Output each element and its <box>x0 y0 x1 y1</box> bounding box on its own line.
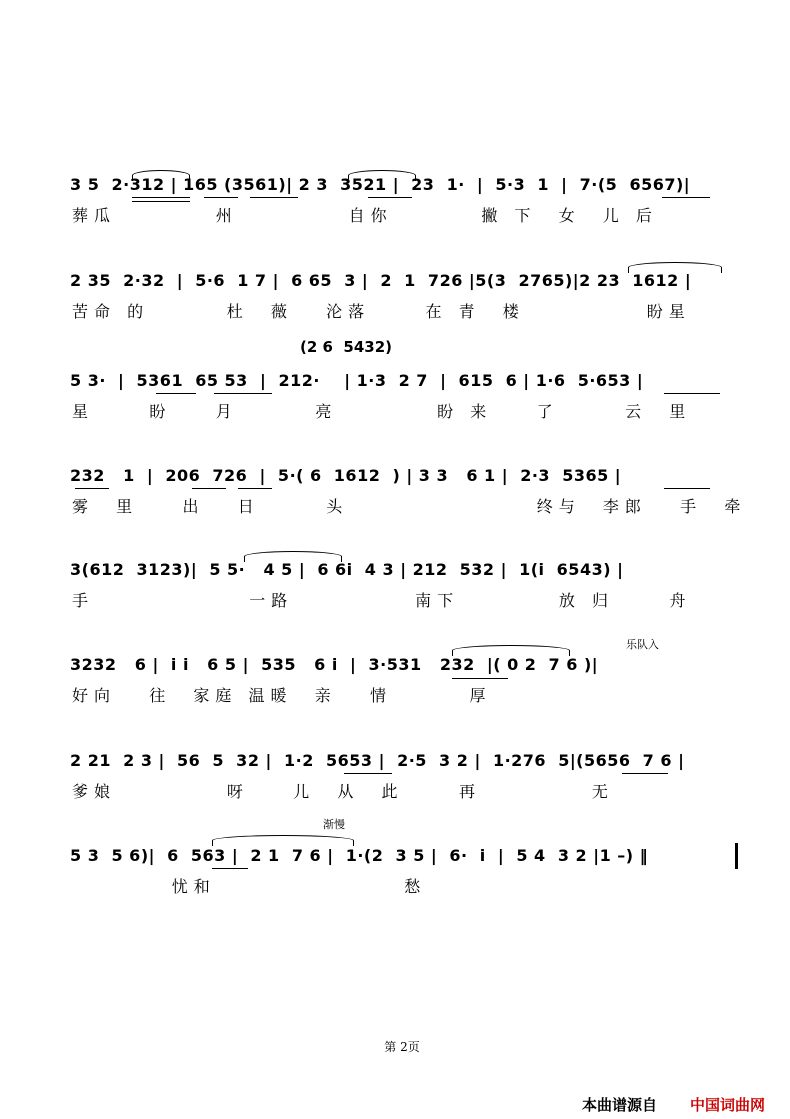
beam-underline <box>250 197 298 198</box>
beam-underline <box>662 197 710 198</box>
slur-arc <box>244 551 342 562</box>
lyric-line: 苦命 的 杜 薇 沦落 在 青 楼 盼星 <box>72 302 691 321</box>
beam-underline <box>192 488 226 489</box>
notation-line: 3(612 3123)| 5 5· 4 5 | 6 6i 4 3 | 212 532 | 1(i 6543) | <box>70 560 624 579</box>
prelude-phrase: (2 6 5432) <box>300 338 392 356</box>
tempo-annotation: 渐慢 <box>323 818 345 831</box>
lyric-line: 忧和 愁 <box>72 877 427 896</box>
footer-site-link[interactable]: 中国词曲网 <box>690 1096 766 1114</box>
notation-line: 5 3· | 5361 65 53 | 212· | 1·3 2 7 | 615 6 | 1·6 5·653 | <box>70 371 644 390</box>
beam-underline <box>622 773 668 774</box>
lyric-line: 葬瓜 州 自你 撇 下 女 儿 后 <box>72 206 658 225</box>
beam-underline <box>214 393 272 394</box>
notation-line: 3 5 2·312 | 165 (3561)| 2 3 3521 | 23 1· | 5·3 1 | 7·(5 6567)| <box>70 175 691 194</box>
slur-arc <box>348 170 416 181</box>
beam-underline <box>204 197 238 198</box>
performance-annotation: 乐队入 <box>626 638 659 651</box>
notation-line: 5 3 5 6)| 6 563 | 2 1 7 6 | 1·(2 3 5 | 6· i | 5 4 3 2 |1 –) ‖ <box>70 846 649 865</box>
score-system-8 <box>70 838 740 933</box>
notation-line: 2 21 2 3 | 56 5 32 | 1·2 5653 | 2·5 3 2 | 1·276 5|(5656 7 6 | <box>70 751 685 770</box>
notation-line: 2 35 2·32 | 5·6 1 7 | 6 65 3 | 2 1 726 |5(3 2765)|2 23 1612 | <box>70 271 692 290</box>
beam-underline <box>344 773 392 774</box>
score-system-2 <box>70 263 740 358</box>
beam-underline <box>132 201 190 202</box>
lyric-line: 星 盼 月 亮 盼 来 了 云 里 <box>72 402 692 421</box>
slur-arc <box>452 645 570 656</box>
lyric-line: 爹娘 呀 儿 从 此 再 无 <box>72 782 614 801</box>
lyric-line: 好向 往 家庭 温暖 亲 情 厚 <box>72 686 492 705</box>
final-barline <box>735 843 738 869</box>
page-number: 第 2页 <box>384 1040 420 1054</box>
beam-underline <box>238 488 272 489</box>
beam-underline <box>664 488 710 489</box>
score-system-1 <box>70 167 740 262</box>
notation-line: 3232 6 | i i 6 5 | 535 6 i | 3·531 232 |( 0 2 7 6 )| <box>70 655 599 674</box>
beam-underline <box>368 197 412 198</box>
score-system-6 <box>70 647 740 742</box>
beam-underline <box>132 197 190 198</box>
beam-underline <box>156 393 196 394</box>
beam-underline <box>664 393 720 394</box>
score-system-7 <box>70 743 740 838</box>
beam-underline <box>452 678 508 679</box>
beam-underline <box>212 868 248 869</box>
lyric-line: 手 一路 南下 放 归 舟 <box>72 591 692 610</box>
beam-underline <box>75 488 109 489</box>
lyric-line: 雾 里 出 日 头 终与 李郎 手 牵 <box>72 497 747 516</box>
slur-arc <box>132 170 190 181</box>
slur-arc <box>628 262 722 273</box>
footer-source-label: 本曲谱源自 <box>582 1096 658 1114</box>
notation-line: 232 1 | 206 726 | 5·( 6 1612 ) | 3 3 6 1 | 2·3 5365 | <box>70 466 622 485</box>
score-system-5 <box>70 552 740 647</box>
score-system-3 <box>70 363 740 458</box>
slur-arc <box>212 835 354 846</box>
score-system-4 <box>70 458 747 553</box>
